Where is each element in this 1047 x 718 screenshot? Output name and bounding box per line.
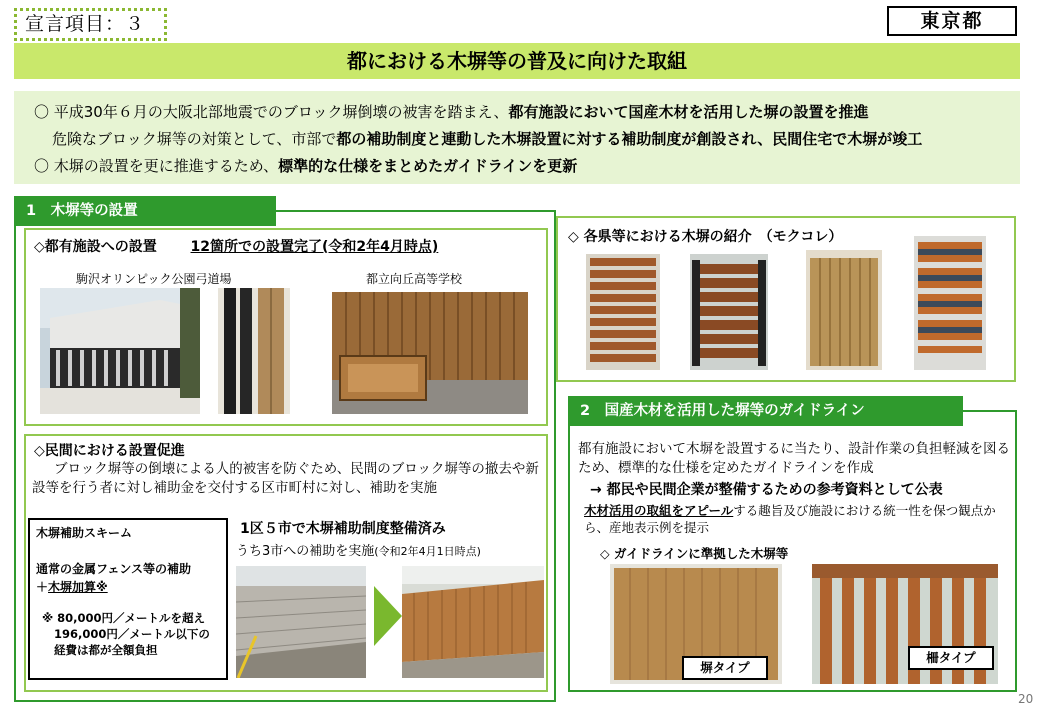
guideline-arrow-line: → 都民や民間企業が整備するための参考資料として公表: [590, 482, 943, 498]
photo-komazawa-building: [40, 288, 200, 414]
photo-pref-fence-1: [586, 254, 660, 370]
photo-mukogaoka-wall: [332, 292, 528, 414]
scheme-line-2-underlined: 木塀加算※: [48, 580, 108, 594]
summary-line-1: [34, 99, 1010, 126]
photo-komazawa-fence: [218, 288, 290, 414]
page-title: 都における木塀等の普及に向けた取組: [14, 43, 1020, 79]
summary-box: [14, 91, 1020, 184]
guideline-body-2-underlined: 木材活用の取組をアピール: [584, 503, 734, 518]
photo-wood-wall-after: [402, 566, 544, 678]
section1-header: 1 木塀等の設置: [14, 196, 276, 226]
prefs-title: ◇ 各県等における木塀の紹介 （モクコレ）: [568, 229, 843, 245]
private-body: ブロック塀等の倒壊による人的被害を防ぐため、民間のブロック塀等の撤去や新設等を行う者に対し補助金を交付する区市町村に対し、補助を実施: [32, 461, 539, 496]
caption-komazawa: 駒沢オリンピック公園弓道場: [76, 272, 232, 286]
summary-line-2: [34, 126, 1010, 153]
summary-line-1-text: 〇 平成30年６月の大阪北部地震でのブロック塀倒壊の被害を踏まえ、: [34, 103, 509, 121]
summary-line-2-text: 危険なブロック塀等の対策として、市部で: [52, 130, 337, 148]
label-wall-type: 塀タイプ: [682, 656, 768, 680]
summary-line-1-bold: 都有施設において国産木材を活用した塀の設置を推進: [508, 103, 869, 121]
private-title: ◇民間における設置促進: [34, 443, 185, 459]
scheme-line-2-prefix: ＋: [36, 580, 49, 594]
scheme-title: 木塀補助スキーム: [36, 526, 133, 540]
scheme-note-1: ※ 80,000円／メートルを超え: [42, 611, 206, 625]
private-count-sub: [236, 540, 481, 559]
photo-block-wall-before: [236, 566, 366, 678]
private-count-sub-text: うち3市への補助を実施: [236, 544, 375, 559]
summary-line-3-bold: 標準的な仕様をまとめたガイドラインを更新: [278, 157, 578, 175]
scheme-note-2: 196,000円／メートル以下の: [54, 627, 210, 641]
declaration-label: 宣言項目：３: [14, 8, 167, 41]
scheme-line-2: [36, 578, 108, 595]
facility-title-prefix: ◇都有施設への設置: [34, 239, 157, 255]
caption-mukogaoka: 都立向丘高等学校: [366, 272, 463, 286]
prefs-box: [556, 216, 1016, 382]
before-after-arrow-icon: [374, 586, 402, 646]
facility-title: [34, 236, 438, 256]
photo-pref-fence-3: [806, 250, 882, 370]
summary-line-2-bold: 都の補助制度と連動した木塀設置に対する補助制度が創設され、民間住宅で木塀が竣工: [336, 130, 923, 148]
private-count-note: (令和2年4月1日時点): [374, 545, 481, 558]
scheme-note-3: 経費は都が全額負担: [54, 643, 158, 657]
facility-box: [24, 228, 548, 426]
guideline-body-2-rest: する趣旨及び施設における統一性を保つ観点から、産地表示例を提示: [584, 503, 996, 535]
guideline-body-2: [584, 502, 1004, 536]
scheme-box: [28, 518, 228, 680]
page-number: 20: [1018, 692, 1034, 706]
section2-header: 2 国産木材を活用した塀等のガイドライン: [568, 396, 963, 426]
guideline-sub-title: ◇ ガイドラインに準拠した木塀等: [600, 546, 789, 561]
summary-line-3-text: 〇 木塀の設置を更に推進するため、: [34, 157, 279, 175]
facility-title-count: 12箇所での設置完了(令和2年4月時点): [190, 239, 439, 255]
summary-line-3: [34, 153, 1010, 180]
scheme-line-1: 通常の金属フェンス等の補助: [36, 562, 192, 576]
label-fence-type: 柵タイプ: [908, 646, 994, 670]
guideline-body-1: 都有施設において木塀を設置するに当たり、設計作業の負担軽減を図るため、標準的な仕様を定めたガイドラインを作成: [578, 441, 1010, 476]
photo-pref-fence-4: [914, 236, 986, 370]
private-count-title: 1区５市で木塀補助制度整備済み: [240, 521, 446, 537]
prefecture-label: 東京都: [887, 6, 1017, 36]
photo-pref-fence-2: [690, 254, 768, 370]
